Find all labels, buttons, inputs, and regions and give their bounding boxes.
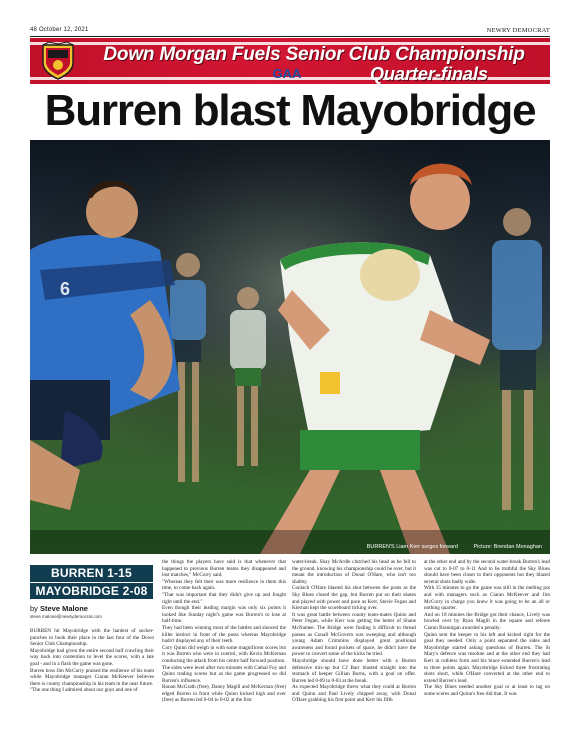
- svg-text:6: 6: [60, 279, 71, 299]
- score-team2: MAYOBRIDGE 2-08: [30, 582, 153, 599]
- article-column-4: [424, 559, 550, 732]
- paragraph: With 15 minutes to go the game was still in the melting pot and with managers such as Ciaran McKeever and Jim McCorry in charge you knew it was going to be an all or nothing quarter.: [424, 585, 550, 612]
- paragraph: The Sky Blues needed another goal or at least to tag on some scores and Quinn's free did that. It was: [424, 684, 550, 697]
- paragraph: water-break. Shay McArdle clutched his head as he fell to the ground, knowing his championship could be over, but it meant the introduction of Donal O'Hare, who isn't too shabby.: [292, 559, 416, 585]
- paragraph: "The one thing I admired about our guys and one of: [30, 687, 138, 694]
- paragraph: "That was important that they didn't give up and fought right until the end.": [162, 591, 286, 605]
- paragraph: It was great battle between county team-mates Quinn and Peter Fegan, while Kerr was getting the better of Shane McNamee. The Bridge were finding it difficult to thread passes as Conall McGovern was sweeping and although young Adam Crimmins displayed great positional awareness and found pockets of space, he didn't have the power to convert some of the kicks he tried.: [292, 611, 416, 658]
- photo-caption: [367, 544, 542, 550]
- championship-banner: [30, 38, 550, 84]
- county-crest-icon: [39, 41, 77, 81]
- paragraph: Ronan McGrath (free), Danny Magill and McKernan (free) edged Burren in front while Quinn kicked high and over (free) as Burren led 0-04 to 0-02 at the first: [162, 684, 286, 704]
- banner-subtitle: Quarter-finals: [370, 64, 489, 84]
- byline: [30, 604, 88, 613]
- article-column-3: [292, 559, 416, 732]
- paragraph: Mayobridge had given the entire second half crawling their way back into contention to level the scores, with a late goal - and in a flash the game was gone.: [30, 647, 154, 667]
- paragraph: Quinn sent the keeper to his left and kicked right for the goal they needed. Only a point separated the sides and Mayobridge started asking questions of Burren. The St Mary's defence was resolute and at the other end they had Kerr in ruthless form and his brace extended Burren's lead to three points again. Mayobridge kicked three frustrating shots short, while O'Hare converted at the other end to extend Burren's lead.: [424, 631, 550, 684]
- paragraph: Mayobridge should have done better with a Burren defensive mix-up but CJ Barr blasted straight into the stomach of keeper Gillian Burns, with a goal on offer. Burren led 0-09 to 0-03 at the break.: [292, 657, 416, 684]
- banner-title: Down Morgan Fuels Senior Club Championship: [103, 44, 525, 65]
- author-email: steve.malone@newrydemocrat.com: [30, 614, 102, 619]
- folio-divider: [30, 36, 550, 37]
- publication-name: NEWRY DEMOCRAT: [486, 27, 550, 34]
- gaa-logo-icon: [266, 66, 308, 80]
- paragraph: Burren boss Jim McCorry praised the resilience of his team while Mayobridge manager Ciaran McKeever believes there is county championship in his team in the near future.: [30, 667, 154, 687]
- article-column-1: [30, 628, 154, 732]
- score-team1: BURREN 1-15: [51, 566, 132, 580]
- paragraph: Even though their leading margin was only six points it looked like Sunday night's game was Burren's to lose at half-time.: [162, 605, 286, 625]
- caption-text: BURREN'S Liam Kerr surges forward: [366, 544, 458, 550]
- paragraph: BURREN hit Mayobridge with the hardest of sucker-punches to book their place in the last four of the Down Senior Club Championship.: [30, 628, 154, 648]
- photo-credit: Picture: Brendan Monaghan: [473, 544, 542, 550]
- paragraph: And on 18 minutes the Bridge got their chance, Lively was bowled over by Ryan Magill in the square and referee Ciaran Brannigan awarded a penalty.: [424, 611, 550, 631]
- paragraph: Cory Quinn did weigh in with some magnificent scores but it was Burren who were in control, with Kevin McKernan conducting the attack from his centre half forward position.: [162, 644, 286, 664]
- paragraph: at the other end and by the second water-break Burren's lead was cut to 0-07 to 0-11 And to be truthful the Sky Blues should have been closer to their opponents but they blazed several shots badly wide.: [424, 559, 550, 585]
- page-number-date: 48 October 12, 2021: [30, 27, 89, 33]
- gaa-logo-text: GAA: [272, 66, 302, 80]
- paragraph: The sides were level after two minutes with Cathal Foy and Quinn trading scores but as the game progressed so did Burren's influence.: [162, 664, 286, 684]
- score-box: [30, 565, 153, 599]
- paragraph: Conlach O'Hare blasted his shot between the posts as the Sky Blues closed the gap, but Burren put on their skates and played with power and pace as Kerr, Stevie Fegan and Kiernan kept the scoreboard ticking over.: [292, 585, 416, 612]
- paragraph: the things the players have said is that whenever that happened to previous Burren teams they disappeared and lost matches," McCorry said.: [162, 559, 286, 579]
- match-photo: [30, 140, 550, 554]
- paragraph: They had been winning most of the battles and showed the killer instinct in front of the posts whereas Mayobridge hadn't displayed any of their teeth.: [162, 624, 286, 645]
- article-headline: Burren blast Mayobridge: [44, 86, 536, 135]
- match-photo-image: [30, 140, 550, 554]
- paragraph: As expected Mayobridge threw what they could at Burren and Quinn and Paul Lively chipped away, with Donal O'Hare grabbing his first point and Kerr his fifth: [292, 684, 416, 704]
- byline-author: Steve Malone: [40, 604, 88, 613]
- article-column-2: [162, 559, 286, 732]
- byline-prefix: by: [30, 604, 38, 613]
- paragraph: "Whereas they felt their was more resilience in them this time, to come back again.: [162, 578, 286, 592]
